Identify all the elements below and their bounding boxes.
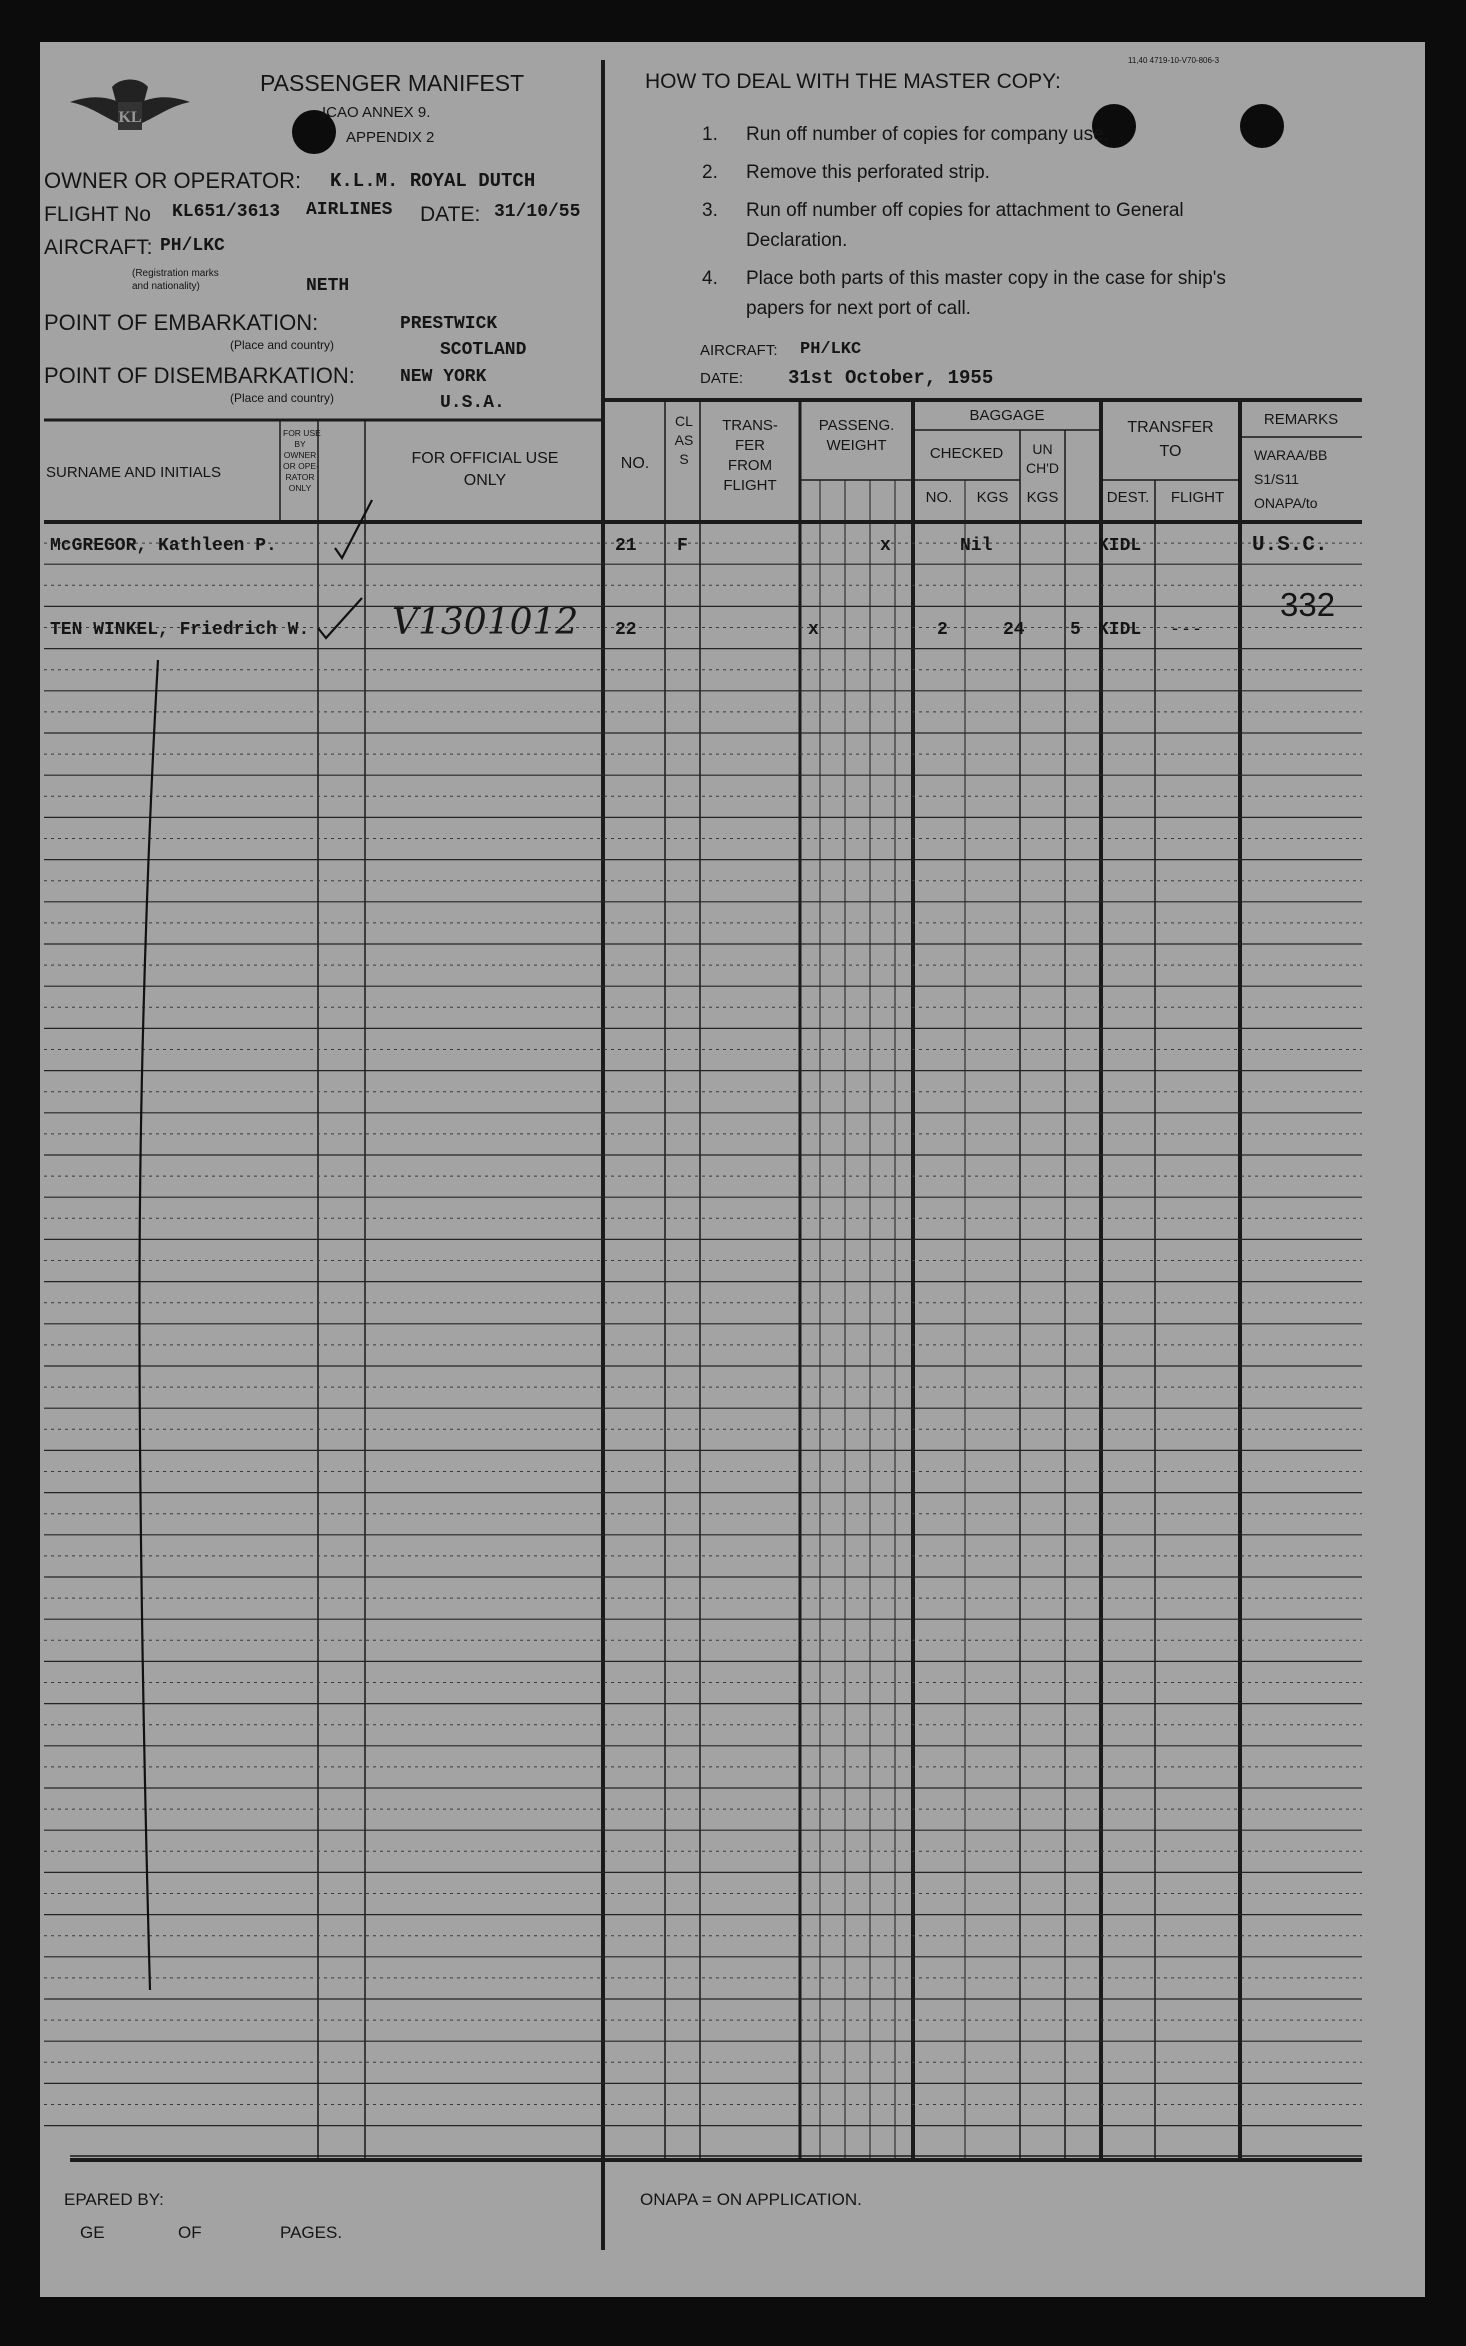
instruction-1-num: 1. xyxy=(702,124,718,145)
instr-date-label: DATE: xyxy=(700,370,744,387)
owner-value: K.L.M. ROYAL DUTCH xyxy=(330,170,536,192)
passenger-1-no: 21 xyxy=(615,536,637,556)
col-remarks-codes: WARAA/BB S1/S11 ONAPA/to xyxy=(1254,447,1328,511)
form-title: PASSENGER MANIFEST xyxy=(260,70,525,96)
registration-note-2: and nationality) xyxy=(132,281,200,292)
instruction-3-text: Run off number off copies for attachment to General xyxy=(746,200,1184,221)
embarkation-value: PRESTWICK xyxy=(400,314,498,334)
flight-value: KL651/3613 xyxy=(172,202,281,222)
col-baggage: BAGGAGE xyxy=(969,407,1045,424)
instr-aircraft-value: PH/LKC xyxy=(800,340,862,359)
svg-text:KL: KL xyxy=(118,109,142,126)
col-checked: CHECKED xyxy=(929,445,1004,462)
instruction-4-text-cont: papers for next port of call. xyxy=(746,298,971,319)
instruction-3-num: 3. xyxy=(702,200,718,221)
instructions-title: HOW TO DEAL WITH THE MASTER COPY: xyxy=(645,70,1061,93)
col-bag-no: NO. xyxy=(925,489,953,506)
instr-date-value: 31st October, 1955 xyxy=(788,367,994,389)
col-official: FOR OFFICIAL USE ONLY xyxy=(411,450,559,489)
col-flight: FLIGHT xyxy=(1170,489,1225,506)
passenger-1-class: F xyxy=(677,536,688,556)
page-label: GE xyxy=(80,2223,105,2242)
instruction-4-text: Place both parts of this master copy in the case for ship's xyxy=(746,268,1226,289)
col-transfer-to: TRANSFER TO xyxy=(1127,419,1214,460)
col-unchecked: UN CH'D xyxy=(1025,441,1059,476)
nationality-value: NETH xyxy=(306,276,350,296)
passenger-1-dest: KIDL xyxy=(1098,536,1142,556)
passenger-2-bag-kgs: 24 xyxy=(1003,620,1025,640)
passenger-2-no: 22 xyxy=(615,620,637,640)
passenger-1-baggage: Nil xyxy=(960,536,993,556)
col-weight: PASSENG. WEIGHT xyxy=(818,417,895,454)
flight-label: FLIGHT No xyxy=(44,203,151,226)
col-remarks: REMARKS xyxy=(1263,411,1339,428)
form-subtitle-annex: ICAO ANNEX 9. xyxy=(322,104,431,121)
embarkation-label: POINT OF EMBARKATION: xyxy=(44,310,319,335)
aircraft-label: AIRCRAFT: xyxy=(44,236,153,259)
owner-label: OWNER OR OPERATOR: xyxy=(44,168,302,193)
date-value: 31/10/55 xyxy=(494,202,581,222)
disembarkation-note: (Place and country) xyxy=(230,391,335,405)
col-bag-kgs: KGS xyxy=(976,489,1009,506)
col-class: CLASS xyxy=(674,413,694,467)
form-code: 11,40 4719-10-V70-806-3 xyxy=(1128,56,1220,65)
disembarkation-value: NEW YORK xyxy=(400,367,487,387)
passenger-1-name: McGREGOR, Kathleen P. xyxy=(50,536,277,556)
instruction-2-num: 2. xyxy=(702,162,718,183)
passenger-2-dest: KIDL xyxy=(1098,620,1142,640)
col-transfer-from: TRANS- FER FROM FLIGHT xyxy=(722,417,778,494)
registration-note: (Registration marks xyxy=(132,268,219,279)
instruction-2-text: Remove this perforated strip. xyxy=(746,162,990,183)
passenger-2-official-use: V1301012 xyxy=(392,602,579,643)
disembarkation-country: U.S.A. xyxy=(440,393,505,413)
footer-note: ONAPA = ON APPLICATION. xyxy=(640,2190,862,2209)
prepared-by-label: EPARED BY: xyxy=(64,2190,164,2209)
instruction-1-text: Run off number of copies for company use. xyxy=(746,124,1109,145)
col-dest: DEST. xyxy=(1106,489,1150,506)
form-subtitle-appendix: APPENDIX 2 xyxy=(346,129,435,146)
passenger-2-remarks-number: 332 xyxy=(1280,586,1336,623)
date-label: DATE: xyxy=(420,203,481,226)
instruction-4-num: 4. xyxy=(702,268,718,289)
owner-value-cont: AIRLINES xyxy=(306,200,393,220)
aircraft-value: PH/LKC xyxy=(160,236,225,256)
passenger-2-bag-no: 2 xyxy=(937,620,948,640)
col-no: NO. xyxy=(620,455,650,472)
passenger-1-remarks: U.S.C. xyxy=(1252,534,1328,557)
passenger-2-weight-mark: x xyxy=(808,620,819,640)
col-unchd-kgs: KGS xyxy=(1026,489,1059,506)
passenger-1-weight-mark: x xyxy=(880,536,891,556)
embarkation-country: SCOTLAND xyxy=(440,340,527,360)
instr-aircraft-label: AIRCRAFT: xyxy=(700,342,778,359)
klm-crown-logo xyxy=(60,72,200,152)
passenger-2-unchd-kgs: 5 xyxy=(1070,620,1081,640)
pages-label: PAGES. xyxy=(280,2223,343,2242)
col-surname: SURNAME AND INITIALS xyxy=(46,464,222,481)
passenger-2-flight: - - - xyxy=(1172,618,1200,638)
disembarkation-label: POINT OF DISEMBARKATION: xyxy=(44,363,355,388)
col-owner-use: FOR USE BY OWNER OR OPE- RATOR ONLY xyxy=(283,428,321,493)
instruction-3-text-cont: Declaration. xyxy=(746,230,848,251)
page-of-label: OF xyxy=(178,2223,202,2242)
passenger-2-name: TEN WINKEL, Friedrich W. xyxy=(50,620,310,640)
embarkation-note: (Place and country) xyxy=(230,338,335,352)
